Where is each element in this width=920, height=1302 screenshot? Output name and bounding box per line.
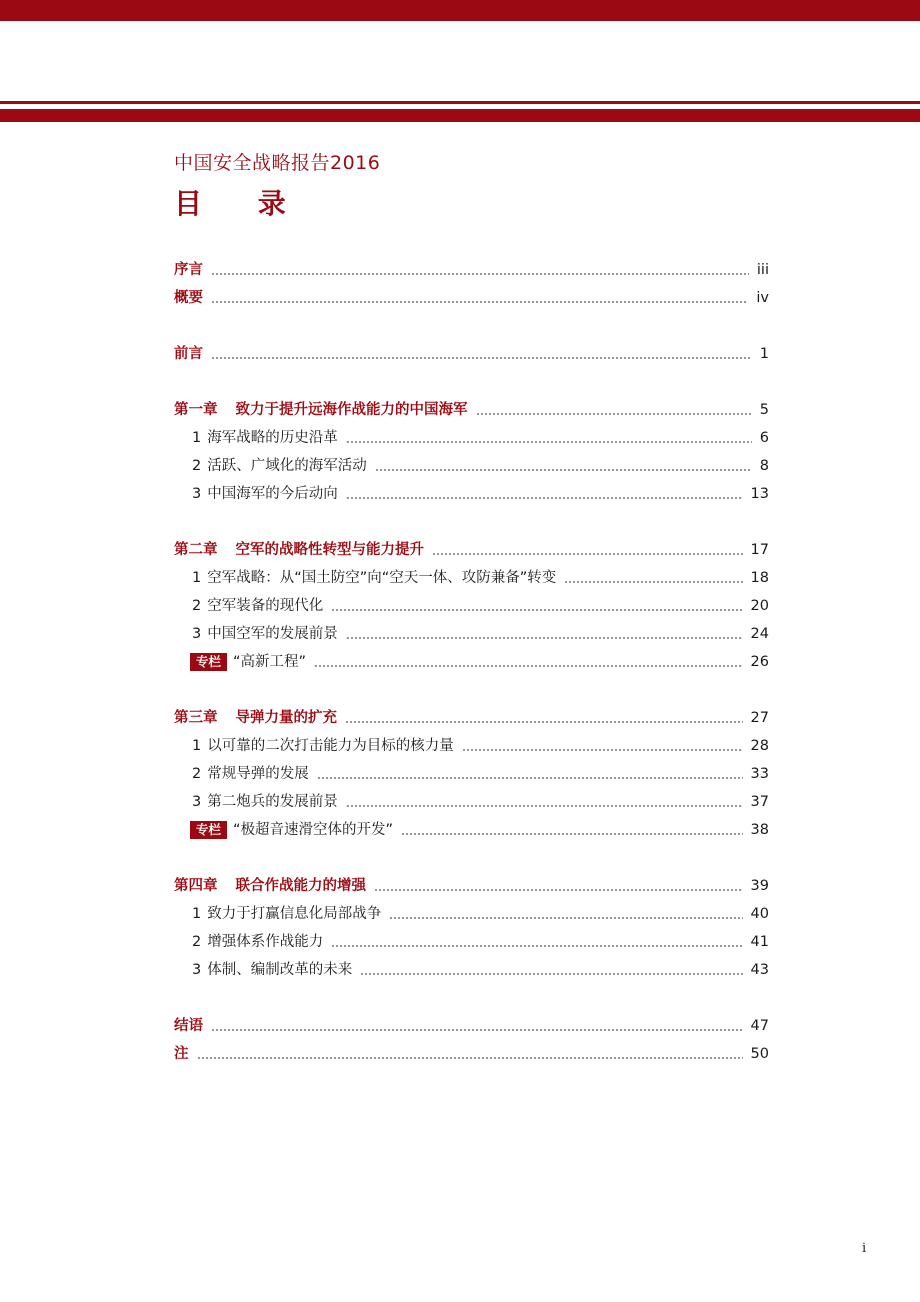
dot-leader <box>432 541 743 555</box>
chapter-label <box>174 396 468 424</box>
chapter-number: 第二章 <box>174 542 218 558</box>
chapter-title: 空军的战略性转型与能力提升 <box>235 542 424 558</box>
dot-leader <box>345 709 743 723</box>
chapter-number: 第三章 <box>174 710 218 726</box>
section-title: 以可靠的二次打击能力为目标的核力量 <box>207 738 454 754</box>
column-badge: 专栏 <box>190 821 227 839</box>
toc-entry-label: 序言 <box>174 262 203 278</box>
toc-section[interactable] <box>174 732 769 760</box>
toc-page-number: iv <box>756 290 769 306</box>
section-title: 海军战略的历史沿革 <box>207 430 338 446</box>
section-number: 3 <box>192 794 202 810</box>
toc-page-number: 20 <box>750 598 769 614</box>
toc-section[interactable] <box>174 452 769 480</box>
toc-entry-summary[interactable] <box>174 284 769 312</box>
toc-page-number: 47 <box>750 1018 769 1034</box>
toc-section[interactable] <box>174 564 769 592</box>
column-title: “极超音速滑空体的开发” <box>233 822 394 838</box>
toc-entry-foreword[interactable] <box>174 340 769 368</box>
section-number: 1 <box>192 430 202 446</box>
section-title: 增强体系作战能力 <box>207 934 324 950</box>
toc-page-number: 37 <box>750 794 769 810</box>
dot-leader <box>211 345 752 359</box>
dot-leader <box>314 653 743 667</box>
top-color-band <box>0 0 920 21</box>
toc-page-number: 40 <box>750 906 769 922</box>
toc-page-number: 1 <box>759 346 769 362</box>
dot-leader <box>211 261 749 275</box>
dot-leader <box>346 793 743 807</box>
section-number: 1 <box>192 570 202 586</box>
dot-leader <box>346 429 752 443</box>
section-number: 3 <box>192 962 202 978</box>
toc-chapter-4[interactable] <box>174 872 769 900</box>
header-thin-rule <box>0 101 920 104</box>
toc-page-number: 39 <box>750 878 769 894</box>
dot-leader <box>401 821 743 835</box>
section-title: 常规导弹的发展 <box>207 766 309 782</box>
toc-section[interactable] <box>174 900 769 928</box>
section-title: 中国海军的今后动向 <box>207 486 338 502</box>
toc-page-number: 27 <box>750 710 769 726</box>
chapter-label <box>174 704 337 732</box>
section-title: 活跃、广域化的海军活动 <box>207 458 367 474</box>
toc-section[interactable] <box>174 788 769 816</box>
toc-page-number: 24 <box>750 626 769 642</box>
section-title: 第二炮兵的发展前景 <box>207 794 338 810</box>
page-number: i <box>862 1241 867 1256</box>
dot-leader <box>211 289 748 303</box>
toc-chapter-2[interactable] <box>174 536 769 564</box>
section-title: 空军装备的现代化 <box>207 598 324 614</box>
dot-leader <box>360 961 742 975</box>
toc-chapter-3[interactable] <box>174 704 769 732</box>
toc-entry-label: 前言 <box>174 346 203 362</box>
section-number: 1 <box>192 906 202 922</box>
toc-section[interactable] <box>174 424 769 452</box>
toc-entry-label: 结语 <box>174 1018 203 1034</box>
section-number: 2 <box>192 934 202 950</box>
dot-leader <box>331 933 742 947</box>
toc-page-number: 5 <box>759 402 769 418</box>
chapter-label <box>174 872 366 900</box>
chapter-title: 联合作战能力的增强 <box>235 878 366 894</box>
toc-entry-preface[interactable] <box>174 256 769 284</box>
dot-leader <box>331 597 742 611</box>
section-number: 2 <box>192 458 202 474</box>
toc-page-number: 50 <box>750 1046 769 1062</box>
toc-page-number: 13 <box>750 486 769 502</box>
toc-chapter-1[interactable] <box>174 396 769 424</box>
chapter-title: 致力于提升远海作战能力的中国海军 <box>235 402 468 418</box>
toc-page-number: 33 <box>750 766 769 782</box>
chapter-label <box>174 536 424 564</box>
chapter-number: 第四章 <box>174 878 218 894</box>
header-thick-rule <box>0 109 920 122</box>
section-number: 1 <box>192 738 202 754</box>
dot-leader <box>374 877 743 891</box>
toc-section[interactable] <box>174 956 769 984</box>
section-title: 中国空军的发展前景 <box>207 626 338 642</box>
table-of-contents <box>174 256 769 1068</box>
section-number: 2 <box>192 598 202 614</box>
toc-page-number: 43 <box>750 962 769 978</box>
toc-entry-label: 注 <box>174 1046 189 1062</box>
toc-section[interactable] <box>174 592 769 620</box>
toc-page-number: 18 <box>750 570 769 586</box>
column-badge: 专栏 <box>190 653 227 671</box>
toc-section[interactable] <box>174 480 769 508</box>
toc-section[interactable] <box>174 620 769 648</box>
section-title: 体制、编制改革的未来 <box>207 962 353 978</box>
section-number: 3 <box>192 486 202 502</box>
toc-entry-label: 概要 <box>174 290 203 306</box>
dot-leader <box>564 569 742 583</box>
dot-leader <box>317 765 743 779</box>
toc-column-entry[interactable] <box>174 816 769 844</box>
toc-page-number: 38 <box>750 822 769 838</box>
toc-page-number: 8 <box>759 458 769 474</box>
toc-entry-conclusion[interactable] <box>174 1012 769 1040</box>
section-title: 空军战略：从“国土防空”向“空天一体、攻防兼备”转变 <box>207 570 557 586</box>
section-title: 致力于打赢信息化局部战争 <box>207 906 382 922</box>
chapter-number: 第一章 <box>174 402 218 418</box>
toc-column-entry[interactable] <box>174 648 769 676</box>
report-title: 中国安全战略报告2016 <box>174 152 381 174</box>
toc-page-number: 28 <box>750 738 769 754</box>
toc-page-number: iii <box>756 262 769 278</box>
toc-page-number: 17 <box>750 542 769 558</box>
toc-heading: 目 录 <box>174 187 309 220</box>
section-number: 3 <box>192 626 202 642</box>
section-number: 2 <box>192 766 202 782</box>
dot-leader <box>389 905 742 919</box>
chapter-title: 导弹力量的扩充 <box>235 710 337 726</box>
dot-leader <box>375 457 752 471</box>
toc-page-number: 26 <box>750 654 769 670</box>
dot-leader <box>346 625 743 639</box>
dot-leader <box>346 485 743 499</box>
dot-leader <box>476 401 752 415</box>
dot-leader <box>462 737 743 751</box>
toc-section[interactable] <box>174 928 769 956</box>
toc-page-number: 6 <box>759 430 769 446</box>
toc-section[interactable] <box>174 760 769 788</box>
toc-entry-notes[interactable] <box>174 1040 769 1068</box>
dot-leader <box>197 1045 743 1059</box>
toc-page-number: 41 <box>750 934 769 950</box>
dot-leader <box>211 1017 743 1031</box>
column-title: “高新工程” <box>233 654 307 670</box>
